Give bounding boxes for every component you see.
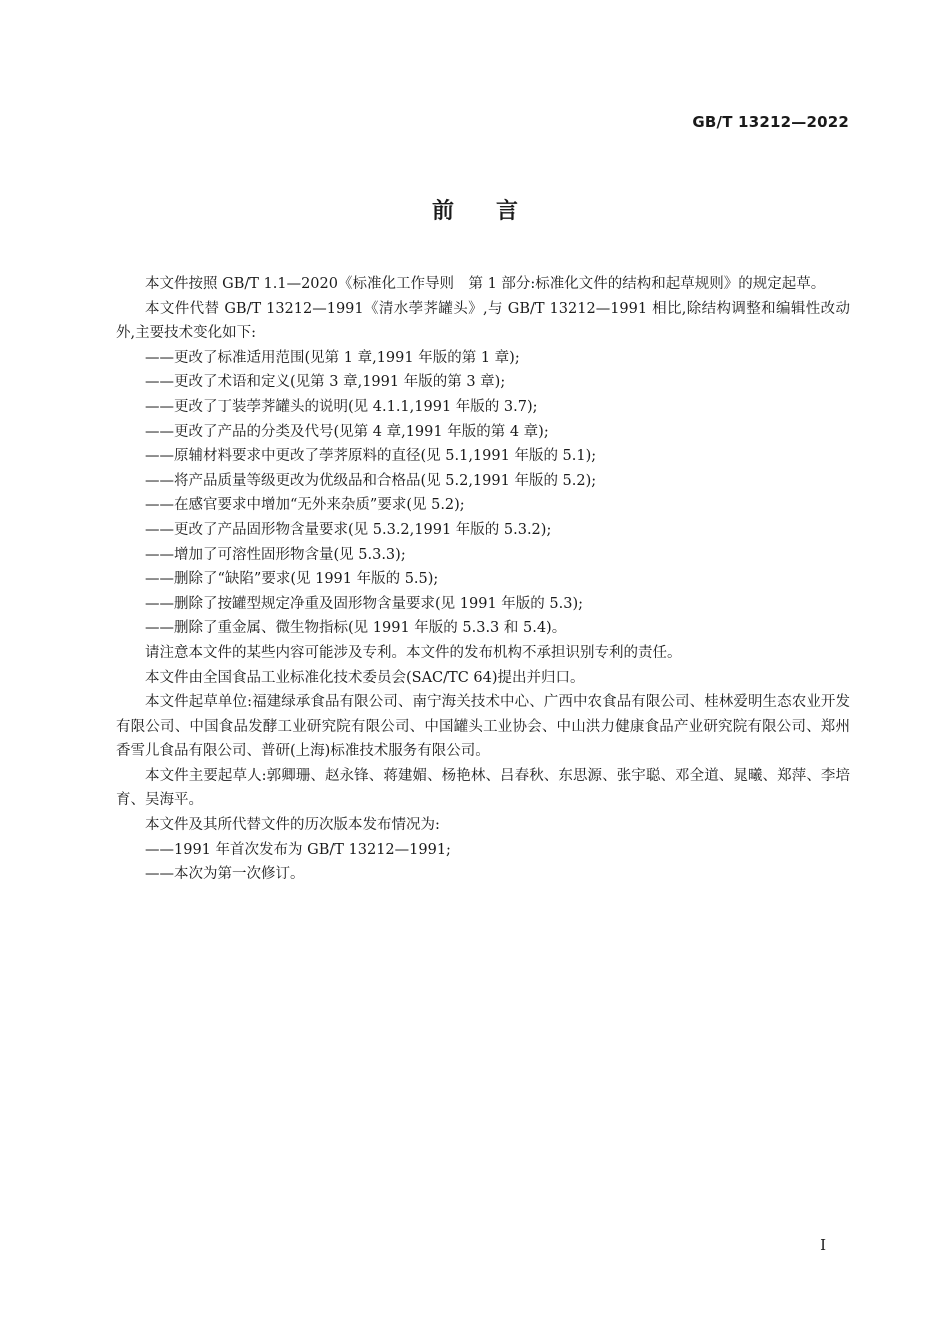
proposer-paragraph: 本文件由全国食品工业标准化技术委员会(SAC/TC 64)提出并归口。 (145, 669, 585, 686)
page-title: 前言 (431, 199, 560, 224)
replacement-paragraph: 本文件代替 GB/T 13212—1991《清水荸荠罐头》,与 GB/T 13212—1991 相比,除结构调整和编辑性改动外,主要技术变化如下: (116, 300, 850, 342)
history-item: ——本次为第一次修订。 (145, 866, 305, 883)
standard-number: GB/T 13212—2022 (692, 113, 849, 131)
drafting-rule-paragraph: 本文件按照 GB/T 1.1—2020《标准化工作导则 第 1 部分:标准化文件的结构和起草规则》的规定起草。 (145, 276, 826, 292)
drafting-units-paragraph: 本文件起草单位:福建绿承食品有限公司、南宁海关技术中心、广西中农食品有限公司、桂林爱明生态农业开发有限公司、中国食品发酵工业研究院有限公司、中国罐头工业协会、中山洪力健康食品产业研究院有限公司、郑州香雪儿食品有限公司、普研(上海)标准技术服务有限公司。 (116, 694, 850, 760)
change-item: ——更改了产品的分类及代号(见第 4 章,1991 年版的第 4 章); (145, 423, 549, 440)
patent-notice: 请注意本文件的某些内容可能涉及专利。本文件的发布机构不承担识别专利的责任。 (145, 644, 682, 661)
change-item: ——更改了丁装荸荠罐头的说明(见 4.1.1,1991 年版的 3.7); (145, 398, 538, 415)
change-item: ——更改了术语和定义(见第 3 章,1991 年版的第 3 章); (145, 374, 506, 391)
change-item: ——更改了产品固形物含量要求(见 5.3.2,1991 年版的 5.3.2); (145, 521, 552, 538)
change-item: ——将产品质量等级更改为优级品和合格品(见 5.2,1991 年版的 5.2); (145, 472, 597, 489)
drafters-paragraph: 本文件主要起草人:郭卿珊、赵永锋、蒋建媚、杨艳林、吕春秋、东思源、张宇聪、邓全道、晁曦、郑萍、李培育、吴海平。 (116, 767, 850, 809)
change-item: ——删除了按罐型规定净重及固形物含量要求(见 1991 年版的 5.3); (145, 595, 583, 612)
history-item: ——1991 年首次发布为 GB/T 13212—1991; (145, 841, 451, 858)
change-item: ——删除了“缺陷”要求(见 1991 年版的 5.5); (145, 571, 439, 588)
change-item: ——原辅材料要求中更改了荸荠原料的直径(见 5.1,1991 年版的 5.1); (145, 448, 597, 465)
page-number: I (820, 1236, 826, 1254)
change-item: ——删除了重金属、微生物指标(见 1991 年版的 5.3.3 和 5.4)。 (145, 620, 567, 637)
change-item: ——在感官要求中增加“无外来杂质”要求(见 5.2); (145, 497, 465, 514)
change-item: ——更改了标准适用范围(见第 1 章,1991 年版的第 1 章); (145, 349, 520, 366)
foreword-body (116, 272, 850, 887)
change-item: ——增加了可溶性固形物含量(见 5.3.3); (145, 546, 406, 563)
history-intro-paragraph: 本文件及其所代替文件的历次版本发布情况为: (145, 817, 440, 834)
